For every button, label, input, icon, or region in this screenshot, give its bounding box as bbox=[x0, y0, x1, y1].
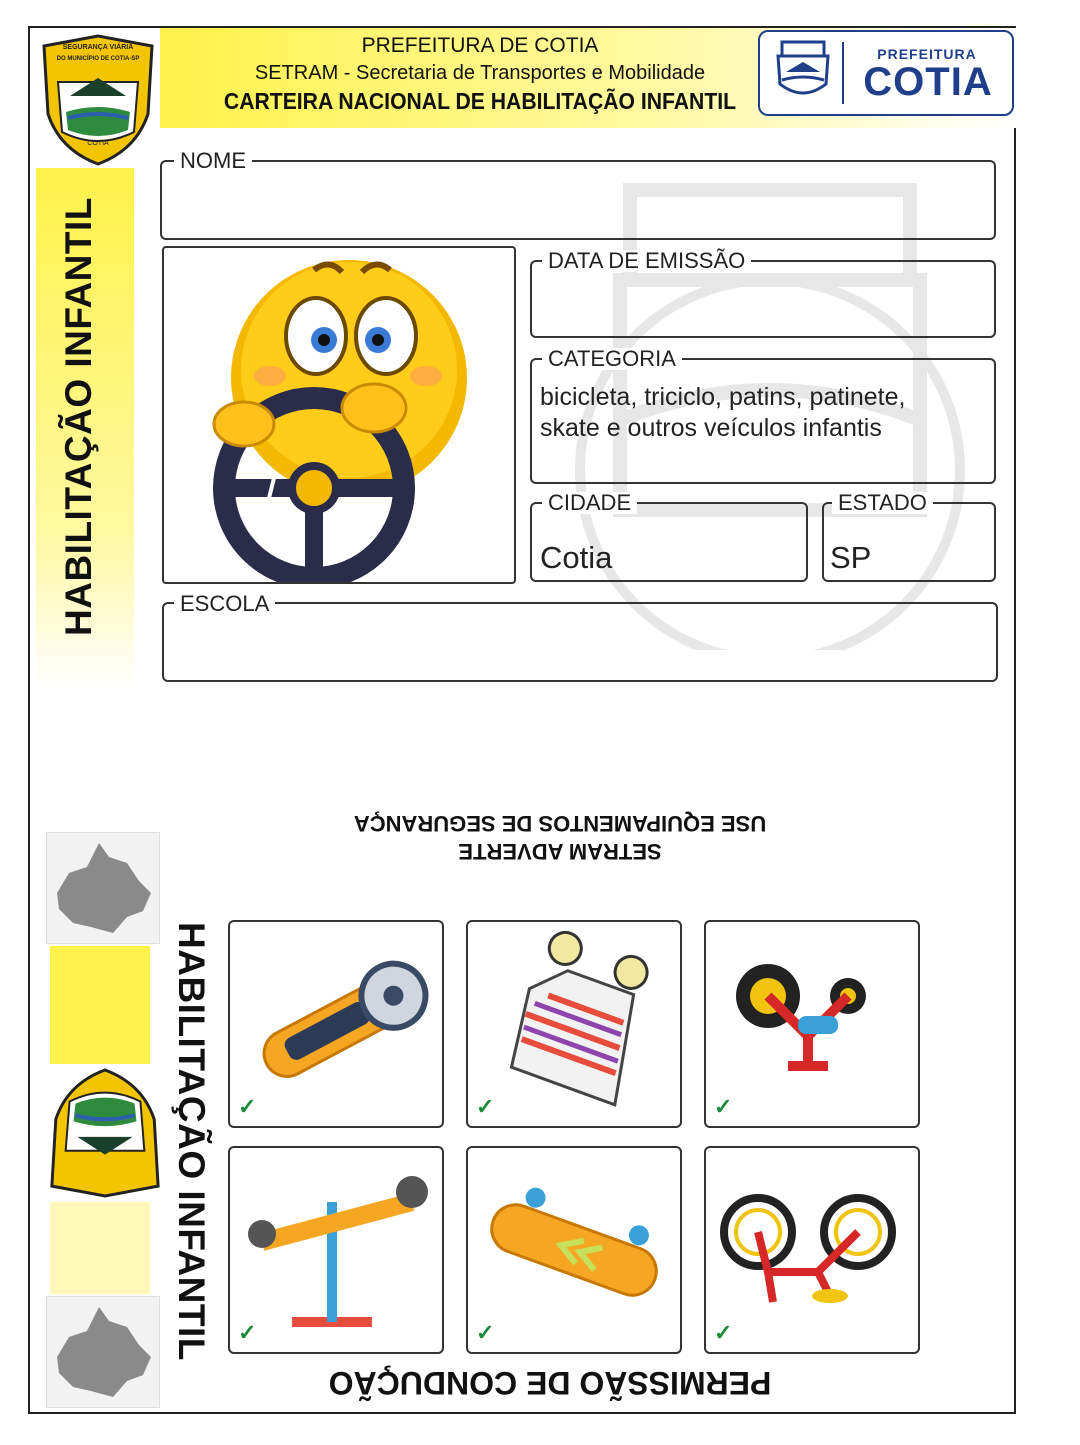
tile-bicycle bbox=[704, 1146, 920, 1354]
map-tile-bottom bbox=[46, 1296, 160, 1408]
header-line-2: SETRAM - Secretaria de Transportes e Mobilidade bbox=[254, 62, 706, 84]
skateboard-icon bbox=[468, 1148, 680, 1352]
nome-label: NOME bbox=[174, 150, 252, 172]
side-title: HABILITAÇÃO INFANTIL bbox=[58, 197, 99, 636]
badge-shield-icon bbox=[36, 32, 160, 168]
escola-label: ESCOLA bbox=[174, 593, 275, 615]
security-badge bbox=[36, 32, 160, 168]
tile-scooter-check: ✓ bbox=[238, 1320, 257, 1345]
back-side-title: HABILITAÇÃO INFANTIL bbox=[171, 922, 212, 1361]
nome-field[interactable] bbox=[160, 160, 996, 240]
scooter-icon bbox=[230, 1148, 442, 1352]
prefeitura-cotia-logo bbox=[758, 30, 1014, 116]
tile-skateboard bbox=[466, 1146, 682, 1354]
badge-shield-inverted-icon bbox=[44, 1066, 166, 1200]
municipality-map-icon bbox=[47, 833, 159, 943]
yellow-block-bottom bbox=[50, 1202, 150, 1294]
estado-value: SP bbox=[830, 540, 872, 575]
categoria-label: CATEGORIA bbox=[542, 348, 682, 370]
tile-scooter bbox=[228, 1146, 444, 1354]
municipality-map-bottom-icon bbox=[47, 1297, 159, 1407]
city-crest-icon bbox=[772, 40, 834, 106]
tile-bicycle-check: ✓ bbox=[714, 1320, 733, 1345]
tile-hoverboard-check: ✓ bbox=[238, 1094, 257, 1119]
roller-skate-icon bbox=[468, 922, 680, 1126]
badge-ribbon: COTIA bbox=[87, 140, 109, 147]
hoverboard-icon bbox=[230, 922, 442, 1126]
categoria-value bbox=[540, 382, 980, 444]
security-badge-inverted bbox=[44, 1066, 166, 1200]
escola-field[interactable] bbox=[162, 602, 998, 682]
estado-label: ESTADO bbox=[832, 492, 933, 514]
tricycle-icon bbox=[706, 922, 918, 1126]
emoji-driver-icon bbox=[164, 248, 514, 582]
tile-hoverboard bbox=[228, 920, 444, 1128]
categoria-value-line1: bicicleta, triciclo, patins, patinete, bbox=[540, 383, 906, 411]
header-title: CARTEIRA NACIONAL DE HABILITAÇÃO INFANTIL bbox=[223, 88, 737, 114]
logo-big-text: COTIA bbox=[863, 60, 993, 104]
tile-tricycle bbox=[704, 920, 920, 1128]
header-line-1: PREFEITURA DE COTIA bbox=[361, 34, 599, 57]
cidade-value: Cotia bbox=[540, 540, 613, 575]
tile-rollerskate-check: ✓ bbox=[476, 1094, 495, 1119]
logo-small-text: PREFEITURA bbox=[877, 46, 977, 62]
cidade-label: CIDADE bbox=[542, 492, 637, 514]
photo-box bbox=[162, 246, 516, 584]
tile-skateboard-check: ✓ bbox=[476, 1320, 495, 1345]
bicycle-icon bbox=[706, 1148, 918, 1352]
logo-divider bbox=[842, 42, 844, 104]
data-emissao-label: DATA DE EMISSÃO bbox=[542, 250, 751, 272]
map-tile-top bbox=[46, 832, 160, 944]
permissao-conducao-title: PERMISSÃO DE CONDUÇÃO bbox=[328, 1365, 772, 1401]
badge-sub-text: DO MUNICÍPIO DE COTIA-SP bbox=[56, 56, 140, 62]
badge-top-text: SEGURANÇA VIÁRIA bbox=[62, 44, 134, 51]
categoria-value-line2: skate e outros veículos infantis bbox=[540, 414, 882, 442]
safety-advice-line: USE EQUIPAMENTOS DE SEGURANÇA bbox=[353, 811, 767, 836]
tile-rollerskate bbox=[466, 920, 682, 1128]
yellow-block-top bbox=[50, 946, 150, 1064]
setram-adverte-line: SETRAM ADVERTE bbox=[458, 839, 662, 864]
tile-tricycle-check: ✓ bbox=[714, 1094, 733, 1119]
